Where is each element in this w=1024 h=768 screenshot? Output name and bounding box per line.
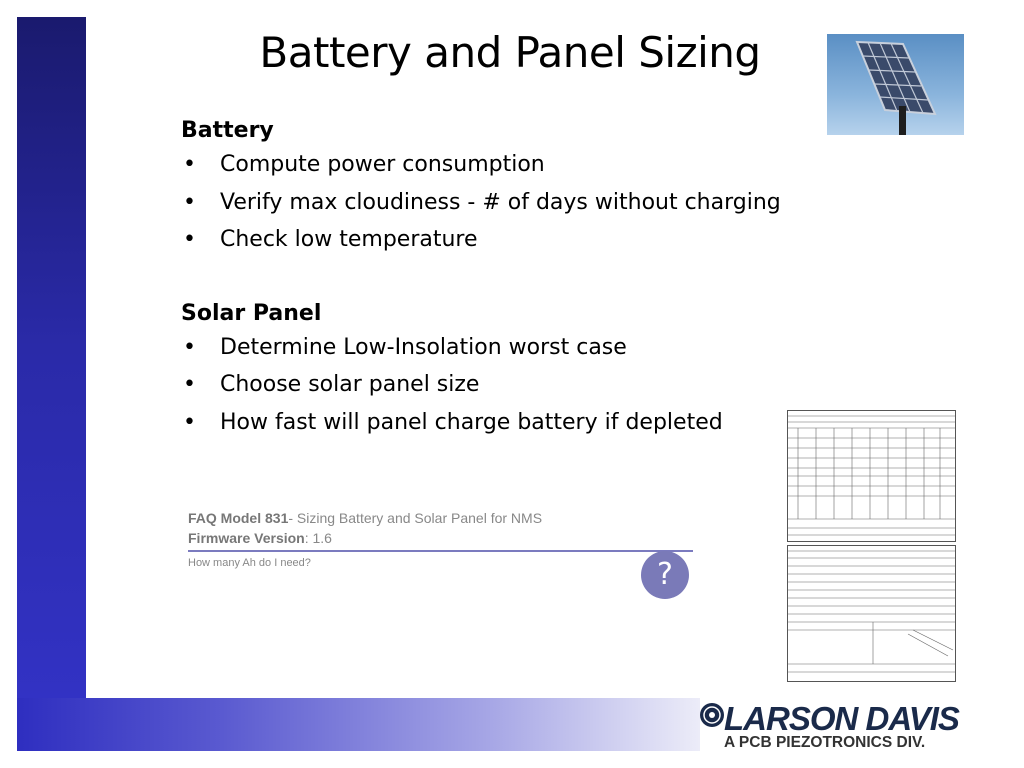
- larson-davis-logo: [699, 698, 959, 754]
- bullet-list-solar-panel: [181, 329, 821, 442]
- bullet-marker: •: [183, 334, 196, 360]
- bullet-list-battery: [181, 146, 821, 259]
- bullet-marker: •: [183, 227, 196, 252]
- section-battery: [181, 116, 821, 259]
- bullet-text: Compute power consumption: [220, 152, 545, 177]
- bullet-text: Check low temperature: [220, 227, 478, 252]
- bullet-text: Determine Low-Insolation worst case: [220, 334, 627, 360]
- faq-firmware-line: [188, 528, 693, 548]
- form-thumbnail-lines: [788, 411, 955, 541]
- left-accent-bar: [17, 17, 86, 751]
- solar-panel-icon: [827, 34, 964, 135]
- bottom-accent-bar: [17, 698, 700, 751]
- bullet-marker: •: [183, 409, 196, 435]
- logo-subtitle: A PCB PIEZOTRONICS DIV.: [724, 734, 926, 751]
- section-solar-panel: [181, 299, 821, 442]
- bullet-marker: •: [183, 372, 196, 397]
- section-heading-solar-panel: Solar Panel: [181, 300, 322, 326]
- solar-panel-photo: [827, 34, 964, 135]
- bullet-item: [181, 146, 821, 184]
- bullet-item: [181, 329, 821, 367]
- bullet-marker: •: [183, 189, 196, 215]
- help-icon: ?: [641, 551, 689, 599]
- faq-snippet: [188, 508, 693, 592]
- section-heading-battery: Battery: [181, 118, 274, 143]
- bullet-item: [181, 184, 821, 222]
- bullet-marker: •: [183, 152, 196, 177]
- faq-model-text: - Sizing Battery and Solar Panel for NMS: [288, 510, 543, 526]
- bullet-item: [181, 404, 821, 442]
- form-thumbnail: [787, 410, 956, 542]
- form-thumbnail: [787, 545, 956, 682]
- slide-title: Battery and Panel Sizing: [259, 28, 761, 77]
- bullet-text: How fast will panel charge battery if depleted: [220, 409, 723, 435]
- logo-name: LARSON DAVIS: [724, 700, 959, 737]
- faq-firmware-text: : 1.6: [304, 530, 332, 546]
- faq-question: How many Ah do I need?: [188, 557, 311, 569]
- logo-mark-icon: [699, 702, 725, 728]
- faq-firmware-label: Firmware Version: [188, 530, 305, 546]
- bullet-item: [181, 366, 821, 404]
- bullet-text: Verify max cloudiness - # of days without charging: [220, 189, 781, 215]
- slide-content: [181, 116, 821, 441]
- bullet-item: [181, 221, 821, 259]
- form-thumbnail-lines: [788, 546, 955, 681]
- faq-divider: [188, 550, 693, 552]
- faq-model-line: [188, 508, 693, 528]
- faq-model-label: FAQ Model 831: [188, 510, 289, 526]
- bullet-text: Choose solar panel size: [220, 372, 480, 397]
